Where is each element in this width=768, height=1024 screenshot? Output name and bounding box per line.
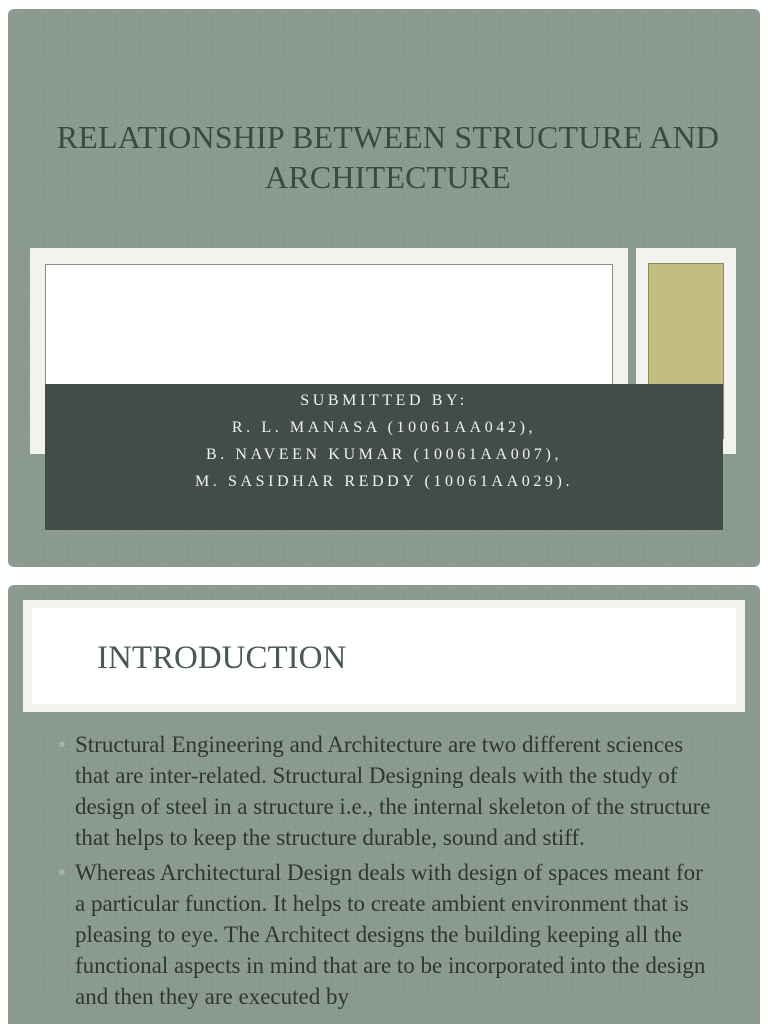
- list-item: [58, 729, 718, 853]
- slide-introduction: [8, 585, 760, 1024]
- heading-panel: [32, 608, 736, 704]
- author-line: R. L. MANASA (10061AA042),: [231, 419, 537, 436]
- bullet-list: [58, 729, 718, 1016]
- list-item: [58, 857, 718, 1012]
- bullet-text: Whereas Architectural Design deals with design of spaces meant for a particular function. It helps to create ambient environment that is pleasing to eye. The Architect designs the building keeping all the functional aspects in mind that are to be incorporated into the design and then they are executed by: [75, 860, 706, 1009]
- bullet-text: Structural Engineering and Architecture are two different sciences that are inter-related. Structural Designing deals with the study of design of steel in a structure i.e., the internal skeleton of the structure that helps to keep the structure durable, sound and stiff.: [75, 732, 711, 850]
- slide-heading: INTRODUCTION: [97, 640, 347, 676]
- author-line: B. NAVEEN KUMAR (10061AA007),: [205, 446, 563, 463]
- author-line: M. SASIDHAR REDDY (10061AA029).: [194, 473, 574, 490]
- heading-frame: [23, 600, 745, 712]
- slide-title: [8, 9, 760, 567]
- submitted-by-box: [45, 384, 723, 530]
- submitted-by-label: SUBMITTED BY:: [300, 392, 468, 409]
- slide-title-heading: RELATIONSHIP BETWEEN STRUCTURE AND ARCHITECTURE: [56, 119, 720, 195]
- bullet-dot-icon: ●: [58, 736, 66, 751]
- bullet-dot-icon: ●: [58, 864, 66, 879]
